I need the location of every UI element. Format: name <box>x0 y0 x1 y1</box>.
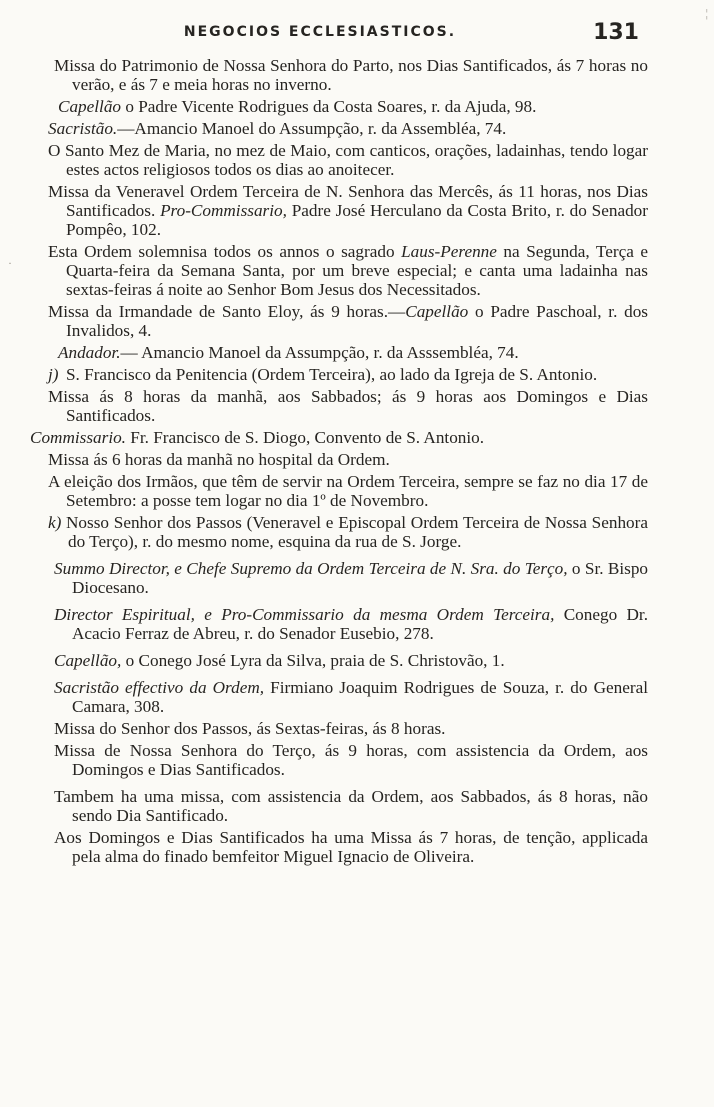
paragraph-santo-eloy <box>48 302 648 340</box>
paragraph-text: Esta Ordem solemnisa todos os annos o sagrado <box>48 242 402 261</box>
running-title: NEGOCIOS ECCLESIASTICOS. <box>183 24 457 40</box>
role-label: Capellão <box>405 302 469 321</box>
role-label: Sacristão effectivo da Ordem, <box>54 678 265 697</box>
role-label: Capellão, <box>54 651 122 670</box>
section-j-francisco-penitencia <box>18 365 648 384</box>
paragraph-text: Aos Domingos e Dias Santificados ha uma Missa ás 7 horas, de tenção, applicada pela alma do finado bemfeitor Miguel Ignacio de Oliveira. <box>54 828 648 866</box>
page-number: 131 <box>593 20 639 45</box>
paragraph-missa-tencao <box>54 828 648 866</box>
section-k-senhor-passos <box>18 513 648 551</box>
role-label: Summo Director, e Chefe Supremo da Ordem Terceira de N. Sra. do Terço, <box>54 559 568 578</box>
role-label: Capellão <box>58 97 122 116</box>
paragraph-capellao-lyra <box>54 651 648 670</box>
paragraph-ordem-mercês <box>48 182 648 239</box>
paragraph-missa-sabbados-ordem <box>54 787 648 825</box>
margin-mark: ¦ <box>705 6 708 20</box>
paragraph-text: Fr. Francisco de S. Diogo, Convento de S. Antonio. <box>125 428 485 447</box>
paragraph-missa-passos <box>54 719 648 738</box>
page-body <box>30 56 649 869</box>
paragraph-text: Tambem ha uma missa, com assistencia da Ordem, aos Sabbados, ás 8 horas, não sendo Dia Santificado. <box>54 787 648 825</box>
paragraph-text: o Sr. Bispo Diocesano. <box>72 559 649 597</box>
paragraph-laus-perenne <box>48 242 648 299</box>
paragraph-text: Missa ás 8 horas da manhã, aos Sabbados; ás 9 horas aos Domingos e Dias Santificados. <box>48 387 648 425</box>
section-marker: j) <box>48 365 59 384</box>
paragraph-text: —Amancio Manoel do Assumpção, r. da Assembléa, 74. <box>117 119 507 138</box>
paragraph-text: Missa ás 6 horas da manhã no hospital da Ordem. <box>48 450 390 469</box>
paragraph-missa-hospital <box>48 450 648 469</box>
paragraph-sacristao-effectivo <box>54 678 648 716</box>
paragraph-andador <box>58 343 648 362</box>
role-label: Sacristão. <box>48 119 118 138</box>
paragraph-mez-de-maria <box>48 141 648 179</box>
paragraph-missa-terco <box>54 741 648 779</box>
paragraph-text: A eleição dos Irmãos, que têm de servir na Ordem Terceira, sempre se faz no dia 17 de Setembro: a posse tem logar no dia 1º de Novembro. <box>48 472 648 510</box>
role-label: Commissario. <box>30 428 126 447</box>
paragraph-commissario <box>30 428 648 447</box>
paragraph-eleicao <box>48 472 648 510</box>
paragraph-text: o Conego José Lyra da Silva, praia de S. Christovão, 1. <box>121 651 505 670</box>
margin-dot: · <box>8 256 12 270</box>
paragraph-text: Firmiano Joaquim Rodrigues de Souza, r. do General Camara, 308. <box>72 678 648 716</box>
paragraph-text: O Santo Mez de Maria, no mez de Maio, com canticos, orações, ladainhas, tendo logar estes actos religiosos todos os dias ao anoitecer. <box>48 141 648 179</box>
role-label: Director Espiritual, e Pro-Commissario da mesma Ordem Terceira, <box>54 605 555 624</box>
paragraph-missa-sabbados <box>48 387 648 425</box>
paragraph-text: o Padre Paschoal, r. dos Invalidos, 4. <box>66 302 648 340</box>
section-heading-text: Nosso Senhor dos Passos (Veneravel e Episcopal Ordem Terceira de Nossa Senhora do Terço), r. do mesmo nome, esquina da rua de S. Jorge. <box>66 513 648 551</box>
emphasis-text: Laus-Perenne <box>401 242 497 261</box>
paragraph-capellao-parto <box>58 97 648 116</box>
page-header <box>0 20 714 54</box>
paragraph-text: Missa da Irmandade de Santo Eloy, ás 9 horas.— <box>48 302 406 321</box>
paragraph-text: Missa de Nossa Senhora do Terço, ás 9 horas, com assistencia da Ordem, aos Domingos e Dias Santificados. <box>54 741 648 779</box>
paragraph-text: na Segunda, Terça e Quarta-feira da Semana Santa, por um breve especial; e canta uma ladainha nas sextas-feiras á noite ao Senhor Bom Jesus dos Necessitados. <box>66 242 649 299</box>
paragraph-text: Missa do Senhor dos Passos, ás Sextas-feiras, ás 8 horas. <box>54 719 446 738</box>
paragraph-text: Missa da Veneravel Ordem Terceira de N. Senhora das Mercês, ás 11 horas, nos Dias Santificados. <box>48 182 648 220</box>
section-heading-text: S. Francisco da Penitencia (Ordem Terceira), ao lado da Igreja de S. Antonio. <box>66 365 598 384</box>
paragraph-missa-patrimonio <box>54 56 648 94</box>
role-label: Pro-Commissario, <box>160 201 287 220</box>
paragraph-text: o Padre Vicente Rodrigues da Costa Soares, r. da Ajuda, 98. <box>121 97 537 116</box>
section-marker: k) <box>48 513 62 532</box>
paragraph-sacristao <box>48 119 648 138</box>
role-label: Andador. <box>58 343 121 362</box>
paragraph-text: Padre José Herculano da Costa Brito, r. do Senador Pompêo, 102. <box>66 201 648 239</box>
paragraph-director-espiritual <box>54 605 648 643</box>
paragraph-summo-director <box>54 559 648 597</box>
paragraph-text: Missa do Patrimonio de Nossa Senhora do Parto, nos Dias Santificados, ás 7 horas no verão, e ás 7 e meia horas no inverno. <box>54 56 648 94</box>
paragraph-text: Conego Dr. Acacio Ferraz de Abreu, r. do Senador Eusebio, 278. <box>72 605 648 643</box>
paragraph-text: — Amancio Manoel da Assumpção, r. da Asssembléa, 74. <box>120 343 519 362</box>
